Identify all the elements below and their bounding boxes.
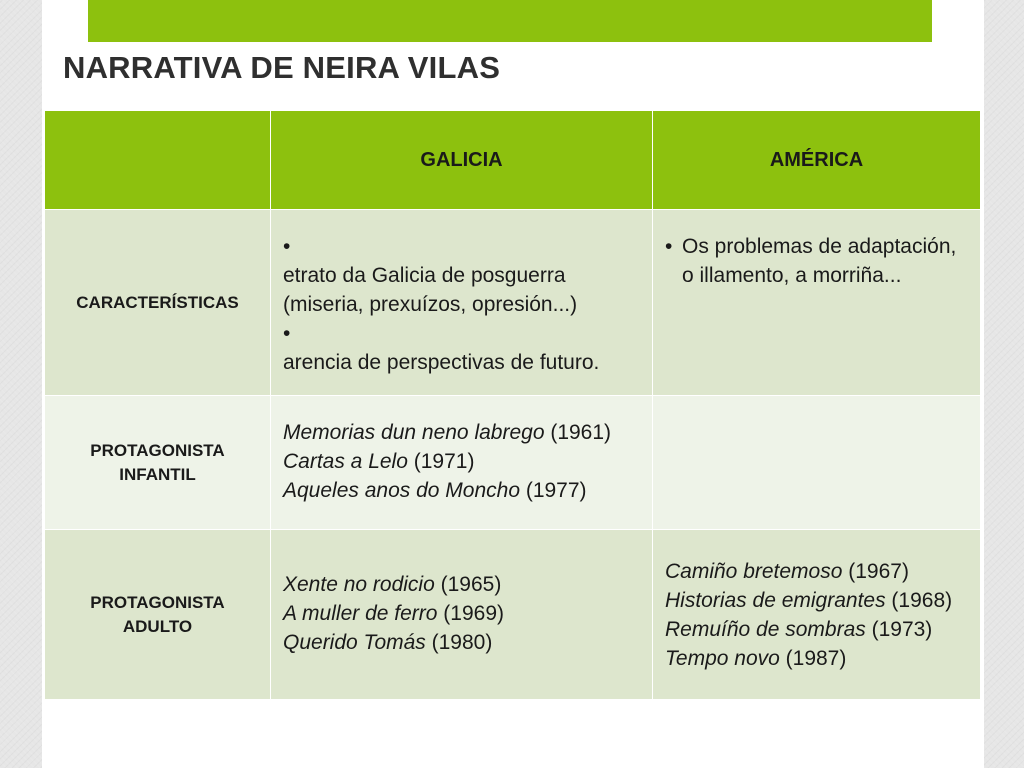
header-america: AMÉRICA bbox=[653, 111, 981, 210]
work-year: (1977) bbox=[520, 479, 587, 502]
row-label-text: PROTAGONISTA bbox=[90, 592, 225, 612]
work-title: Tempo novo bbox=[665, 647, 780, 670]
work-title: Memorias dun neno labrego bbox=[283, 421, 545, 444]
table-row-protagonista-adulto bbox=[45, 530, 981, 700]
work-year: (1968) bbox=[885, 589, 953, 612]
work-entry bbox=[283, 628, 640, 657]
work-year: (1973) bbox=[865, 618, 933, 641]
work-title: Querido Tomás bbox=[283, 631, 426, 654]
row-label-text: INFANTIL bbox=[119, 464, 196, 484]
header-galicia: GALICIA bbox=[271, 111, 653, 210]
bullet-marker: • bbox=[283, 322, 291, 345]
work-title: Xente no rodicio bbox=[283, 573, 435, 596]
row-label-text: PROTAGONISTA bbox=[90, 440, 225, 460]
bullet-list bbox=[665, 232, 968, 290]
cell-text-line: arencia de perspectivas de futuro. bbox=[283, 351, 600, 374]
work-title: Historias de emigrantes bbox=[665, 589, 886, 612]
cell-text-line: (miseria, prexuízos, opresión...) bbox=[283, 293, 578, 316]
row-label-caracteristicas bbox=[45, 210, 271, 396]
table-row-caracteristicas bbox=[45, 210, 981, 396]
work-entry bbox=[283, 570, 640, 599]
work-year: (1969) bbox=[437, 602, 504, 625]
work-year: (1987) bbox=[779, 647, 847, 670]
work-year: (1965) bbox=[434, 573, 502, 596]
work-entry bbox=[283, 447, 640, 476]
work-entry bbox=[283, 476, 640, 505]
list-item bbox=[665, 232, 968, 290]
work-title: Cartas a Lelo bbox=[283, 450, 408, 473]
cell-infantil-america-empty bbox=[653, 396, 981, 530]
table-header-row bbox=[45, 111, 981, 210]
work-entry bbox=[283, 599, 640, 628]
cell-caracteristicas-galicia bbox=[271, 210, 653, 396]
work-entry bbox=[665, 615, 968, 644]
top-accent-band bbox=[88, 0, 932, 42]
table-row-protagonista-infantil bbox=[45, 396, 981, 530]
work-entry bbox=[665, 586, 968, 615]
work-year: (1967) bbox=[842, 560, 909, 583]
cell-caracteristicas-america bbox=[653, 210, 981, 396]
work-entry bbox=[665, 644, 968, 673]
work-title: Camiño bretemoso bbox=[665, 560, 843, 583]
cell-adulto-america bbox=[653, 530, 981, 700]
work-title: A muller de ferro bbox=[283, 602, 438, 625]
cell-text-line: o illamento, a morriña... bbox=[682, 264, 902, 287]
work-entry bbox=[665, 557, 968, 586]
row-label-protagonista-infantil bbox=[45, 396, 271, 530]
slide-title: NARRATIVA DE NEIRA VILAS bbox=[63, 50, 501, 85]
row-label-text: ADULTO bbox=[122, 616, 193, 636]
work-year: (1971) bbox=[407, 450, 475, 473]
cell-text-line: etrato da Galicia de posguerra bbox=[283, 264, 566, 287]
work-title: Remuíño de sombras bbox=[665, 618, 866, 641]
bullet-marker: • bbox=[283, 235, 291, 258]
cell-adulto-galicia bbox=[271, 530, 653, 700]
cell-infantil-galicia bbox=[271, 396, 653, 530]
work-year: (1961) bbox=[544, 421, 612, 444]
header-empty-cell bbox=[45, 111, 271, 210]
row-label-protagonista-adulto bbox=[45, 530, 271, 700]
work-title: Aqueles anos do Moncho bbox=[283, 479, 520, 502]
cell-text-line: • Os problemas de adaptación, bbox=[682, 235, 957, 258]
work-entry bbox=[283, 418, 640, 447]
comparison-table bbox=[44, 110, 981, 700]
row-label-text: CARACTERÍSTICAS bbox=[76, 292, 239, 312]
work-year: (1980) bbox=[425, 631, 493, 654]
